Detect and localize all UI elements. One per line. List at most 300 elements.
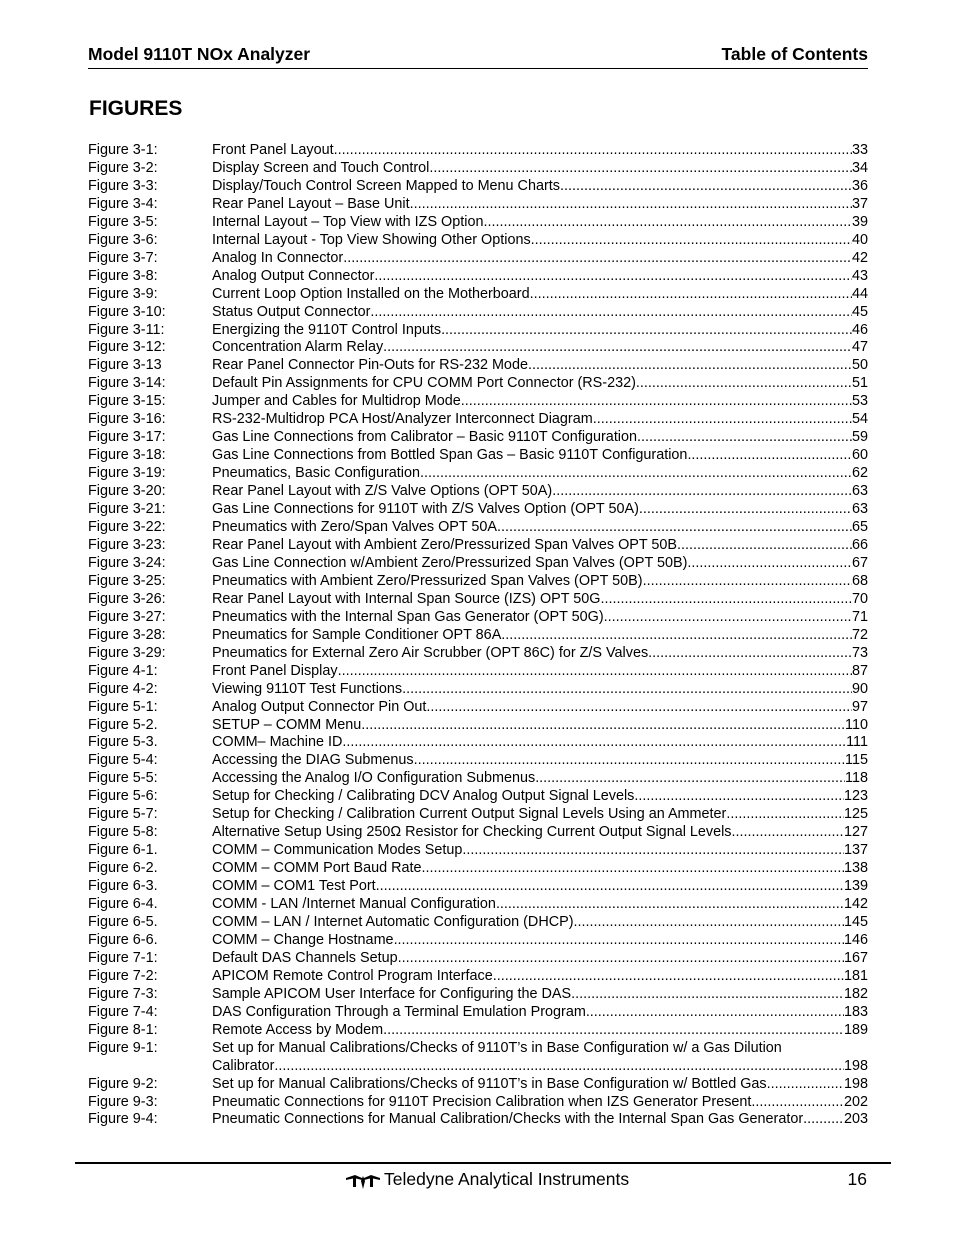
dot-leader: [640, 375, 852, 393]
page-number: 16: [847, 1169, 867, 1189]
toc-row: [88, 286, 868, 304]
figure-number: Figure 7-4:: [88, 1003, 158, 1020]
page-reference: 87: [851, 662, 868, 679]
dot-leader: [604, 609, 852, 627]
figure-title: COMM – Change Hostname: [212, 931, 394, 948]
figure-title-line: [212, 717, 868, 735]
figure-title-line: [212, 1004, 868, 1022]
figure-title-line: [212, 842, 868, 860]
page-reference: 110: [845, 716, 868, 733]
figure-title: Front Panel Display: [212, 662, 338, 679]
figure-number: Figure 3-13: [88, 357, 162, 374]
figure-title: Accessing the DIAG Submenus: [212, 752, 414, 769]
figure-title: Display/Touch Control Screen Mapped to Menu Charts: [212, 177, 560, 194]
toc-row: [88, 932, 868, 950]
dot-leader: [376, 878, 844, 896]
figure-title-line: [212, 1111, 868, 1129]
figure-number: Figure 3-29:: [88, 644, 166, 661]
figure-title-line: [212, 681, 868, 699]
figure-title: Analog In Connector: [212, 249, 344, 266]
dot-leader: [637, 429, 852, 447]
page-reference: 34: [851, 159, 868, 176]
figure-entry: [212, 788, 868, 806]
figure-number: Figure 5-4:: [88, 752, 158, 769]
figure-title-line: [212, 824, 868, 842]
toc-row: [88, 483, 868, 501]
toc-row: [88, 322, 868, 340]
figure-number: Figure 3-26:: [88, 590, 166, 607]
dot-leader: [342, 734, 846, 752]
toc-row: [88, 968, 868, 986]
figure-title-line: [212, 142, 868, 160]
page-reference: 125: [843, 806, 868, 823]
figure-number: Figure 3-23:: [88, 536, 166, 553]
figure-entry: [212, 968, 868, 986]
figure-entry: [212, 752, 868, 770]
figure-title: COMM – Communication Modes Setup: [212, 842, 463, 859]
page-reference: 63: [851, 501, 868, 518]
page-reference: 167: [843, 949, 868, 966]
figure-entry: [212, 519, 868, 537]
figure-entry: [212, 250, 868, 268]
figure-title: Pneumatics with Zero/Span Valves OPT 50A: [212, 519, 498, 536]
figure-number: Figure 7-1:: [88, 949, 158, 966]
dot-leader: [274, 1058, 844, 1076]
toc-row: [88, 1040, 868, 1076]
figure-title-line: [212, 770, 868, 788]
page-reference: 68: [851, 572, 868, 589]
dot-leader: [648, 645, 852, 663]
figure-number: Figure 3-21:: [88, 501, 166, 518]
figure-title: DAS Configuration Through a Terminal Emulation Program: [212, 1003, 586, 1020]
figure-entry: [212, 232, 868, 250]
dot-leader: [398, 950, 844, 968]
page-reference: 43: [851, 267, 868, 284]
figure-title: Rear Panel Layout – Base Unit: [212, 195, 410, 212]
figure-number: Figure 9-4:: [88, 1111, 158, 1128]
toc-row: [88, 160, 868, 178]
figure-title-line: [212, 609, 868, 627]
figure-title-line: [212, 1076, 868, 1094]
figure-title-line: [212, 932, 868, 950]
figure-title-line: [212, 447, 868, 465]
figure-number: Figure 3-12:: [88, 339, 166, 356]
page-reference: 70: [851, 590, 868, 607]
page-reference: 137: [843, 842, 868, 859]
figure-title: Default Pin Assignments for CPU COMM Port Connector (RS-232).: [212, 375, 640, 392]
figure-entry: [212, 806, 868, 824]
section-header: Table of Contents: [721, 44, 868, 64]
figure-number: Figure 3-22:: [88, 519, 166, 536]
dot-leader: [501, 627, 852, 645]
figure-entry: [212, 537, 868, 555]
figure-title: Rear Panel Layout with Z/S Valve Options (OPT 50A): [212, 483, 553, 500]
figure-number: Figure 7-2:: [88, 967, 158, 984]
dot-leader: [334, 142, 852, 160]
page-reference: 90: [851, 680, 868, 697]
figure-number: Figure 6-1.: [88, 842, 158, 859]
dot-leader: [383, 339, 852, 357]
toc-row: [88, 339, 868, 357]
page-reference: 46: [851, 321, 868, 338]
dot-leader: [374, 268, 852, 286]
toc-row: [88, 950, 868, 968]
figures-list: [88, 142, 868, 1129]
dot-leader: [394, 932, 844, 950]
toc-row: [88, 555, 868, 573]
figure-title-line: [212, 968, 868, 986]
toc-row: [88, 824, 868, 842]
page-reference: 145: [843, 913, 868, 930]
page-reference: 142: [843, 896, 868, 913]
figure-title-line: [212, 591, 868, 609]
figure-title-line: [212, 752, 868, 770]
toc-row: [88, 986, 868, 1004]
dot-leader: [600, 591, 852, 609]
figure-title: Front Panel Layout: [212, 142, 334, 158]
figure-entry: [212, 609, 868, 627]
figure-number: Figure 9-3:: [88, 1093, 158, 1110]
toc-row: [88, 519, 868, 537]
page-reference: 51: [851, 375, 868, 392]
toc-row: [88, 1111, 868, 1129]
page-reference: 189: [843, 1021, 868, 1038]
figure-title: Default DAS Channels Setup: [212, 949, 398, 966]
figure-title-line: [212, 806, 868, 824]
figure-number: Figure 3-3:: [88, 177, 158, 194]
figure-entry: [212, 860, 868, 878]
figure-title-line: [212, 268, 868, 286]
dot-leader: [535, 770, 845, 788]
toc-row: [88, 699, 868, 717]
toc-row: [88, 232, 868, 250]
page-reference: 50: [851, 357, 868, 374]
dot-leader: [343, 250, 852, 268]
toc-row: [88, 411, 868, 429]
figure-number: Figure 4-2:: [88, 680, 158, 697]
dot-leader: [383, 1022, 844, 1040]
dot-leader: [530, 286, 852, 304]
figure-number: Figure 3-27:: [88, 608, 166, 625]
figure-title: Set up for Manual Calibrations/Checks of 9110T’s in Base Configuration w/ Bottled Gas: [212, 1075, 767, 1092]
toc-row: [88, 1004, 868, 1022]
page-reference: 72: [851, 626, 868, 643]
page-reference: 47: [851, 339, 868, 356]
figure-number: Figure 3-14:: [88, 375, 166, 392]
page-footer: [0, 1168, 954, 1194]
figure-title-line: [212, 250, 868, 268]
figure-entry: [212, 357, 868, 375]
figure-entry: [212, 447, 868, 465]
figure-entry: [212, 214, 868, 232]
figure-entry: [212, 142, 868, 160]
page-header: [88, 44, 868, 69]
dot-leader: [429, 160, 852, 178]
figure-entry: [212, 322, 868, 340]
figure-title: Rear Panel Connector Pin-Outs for RS-232 Mode: [212, 357, 528, 374]
figure-entry: [212, 914, 868, 932]
figures-heading: FIGURES: [89, 97, 183, 120]
toc-row: [88, 860, 868, 878]
figure-entry: [212, 770, 868, 788]
figure-number: Figure 5-8:: [88, 824, 158, 841]
figure-entry: [212, 842, 868, 860]
figure-entry: [212, 986, 868, 1004]
figure-title: Setup for Checking / Calibration Current Output Signal Levels Using an Ammeter: [212, 806, 727, 823]
figure-title: Accessing the Analog I/O Configuration Submenus: [212, 770, 536, 787]
figure-title: APICOM Remote Control Program Interface: [212, 967, 493, 984]
figure-entry: [212, 1004, 868, 1022]
figure-title-line: [212, 896, 868, 914]
toc-row: [88, 627, 868, 645]
figure-title-line: [212, 483, 868, 501]
dot-leader: [732, 824, 844, 842]
page-reference: 59: [851, 429, 868, 446]
dot-leader: [528, 357, 852, 375]
dot-leader: [361, 717, 845, 735]
figure-title-line: [212, 232, 868, 250]
figure-title: Pneumatics for Sample Conditioner OPT 86A: [212, 626, 502, 643]
page-reference: 40: [851, 231, 868, 248]
figure-entry: [212, 375, 868, 393]
figure-title-line: [212, 860, 868, 878]
figure-title: Internal Layout – Top View with IZS Option: [212, 213, 484, 230]
figure-number: Figure 8-1:: [88, 1021, 158, 1038]
dot-leader: [687, 447, 852, 465]
figure-number: Figure 4-1:: [88, 662, 158, 679]
footer-divider: [75, 1162, 891, 1164]
figure-title-line: [212, 555, 868, 573]
figure-entry: [212, 160, 868, 178]
toc-row: [88, 465, 868, 483]
page-reference: 115: [845, 752, 868, 769]
figure-entry: [212, 645, 868, 663]
figure-title: Remote Access by Modem: [212, 1021, 384, 1038]
figure-entry: [212, 824, 868, 842]
figure-title-line: [212, 160, 868, 178]
figure-entry: [212, 411, 868, 429]
figure-title-line: [212, 627, 868, 645]
figure-number: Figure 5-1:: [88, 698, 158, 715]
figure-number: Figure 3-5:: [88, 213, 158, 230]
figure-number: Figure 3-2:: [88, 159, 158, 176]
figure-number: Figure 6-5.: [88, 913, 158, 930]
toc-row: [88, 214, 868, 232]
dot-leader: [767, 1076, 844, 1094]
figure-entry: [212, 663, 868, 681]
figure-number: Figure 3-25:: [88, 572, 166, 589]
toc-row: [88, 878, 868, 896]
toc-row: [88, 537, 868, 555]
figure-number: Figure 6-2.: [88, 860, 158, 877]
figure-title-line: [212, 519, 868, 537]
dot-leader: [441, 322, 852, 340]
dot-leader: [571, 986, 844, 1004]
page-reference: 62: [851, 465, 868, 482]
figure-title: COMM – LAN / Internet Automatic Configuration (DHCP): [212, 913, 574, 930]
dot-leader: [677, 537, 852, 555]
figure-title-line: [212, 573, 868, 591]
figure-title: Pneumatic Connections for Manual Calibration/Checks with the Internal Span Gas Generator: [212, 1111, 804, 1128]
page-reference: 54: [851, 411, 868, 428]
figure-entry: [212, 286, 868, 304]
toc-row: [88, 375, 868, 393]
dot-leader: [560, 178, 852, 196]
figure-title: Setup for Checking / Calibrating DCV Analog Output Signal Levels: [212, 788, 635, 805]
page-reference: 36: [851, 177, 868, 194]
figure-title-line: [212, 788, 868, 806]
figure-number: Figure 3-16:: [88, 411, 166, 428]
toc-row: [88, 268, 868, 286]
teledyne-logo-icon: [345, 1172, 381, 1190]
figure-title: COMM - LAN /Internet Manual Configuration: [212, 896, 496, 913]
dot-leader: [639, 501, 852, 519]
figure-title-line: [212, 645, 868, 663]
figure-entry: [212, 483, 868, 501]
figure-title-line: [212, 1058, 868, 1076]
figure-entry: [212, 178, 868, 196]
dot-leader: [462, 842, 844, 860]
figure-number: Figure 3-6:: [88, 231, 158, 248]
toc-row: [88, 609, 868, 627]
figure-number: Figure 3-18:: [88, 447, 166, 464]
figure-title-line: [212, 339, 868, 357]
figure-entry: [212, 1111, 868, 1129]
figure-number: Figure 6-3.: [88, 878, 158, 895]
page-reference: 111: [846, 734, 868, 751]
figure-title: Gas Line Connections for 9110T with Z/S Valves Option (OPT 50A): [212, 501, 639, 518]
figure-number: Figure 3-1:: [88, 142, 158, 158]
figure-title-line: [212, 214, 868, 232]
page-reference: 139: [843, 878, 868, 895]
toc-row: [88, 788, 868, 806]
figure-title: Analog Output Connector: [212, 267, 375, 284]
toc-row: [88, 1076, 868, 1094]
toc-row: [88, 734, 868, 752]
figure-title: Analog Output Connector Pin Out: [212, 698, 427, 715]
page-reference: 123: [843, 788, 868, 805]
figure-number: Figure 3-9:: [88, 285, 158, 302]
figure-entry: [212, 932, 868, 950]
figure-entry: [212, 627, 868, 645]
figure-entry: [212, 304, 868, 322]
dot-leader: [634, 788, 844, 806]
toc-row: [88, 914, 868, 932]
figure-number: Figure 3-15:: [88, 393, 166, 410]
figure-entry: [212, 699, 868, 717]
figure-number: Figure 5-5:: [88, 770, 158, 787]
toc-row: [88, 1022, 868, 1040]
figure-number: Figure 5-6:: [88, 788, 158, 805]
figure-title: SETUP – COMM Menu: [212, 716, 362, 733]
toc-row: [88, 752, 868, 770]
dot-leader: [497, 519, 852, 537]
figure-title: Display Screen and Touch Control: [212, 159, 430, 176]
figure-number: Figure 3-20:: [88, 483, 166, 500]
dot-leader: [574, 914, 844, 932]
page-reference: 181: [843, 967, 868, 984]
figure-title: Rear Panel Layout with Internal Span Source (IZS) OPT 50G: [212, 590, 601, 607]
page-reference: 97: [851, 698, 868, 715]
figure-entry: [212, 555, 868, 573]
figure-title-line: [212, 878, 868, 896]
company-name: Teledyne Analytical Instruments: [384, 1169, 630, 1189]
dot-leader: [552, 483, 852, 501]
toc-row: [88, 645, 868, 663]
dot-leader: [751, 1094, 844, 1112]
dot-leader: [426, 699, 852, 717]
figure-entry: [212, 878, 868, 896]
figure-entry: [212, 429, 868, 447]
figure-entry: [212, 465, 868, 483]
figure-number: Figure 3-28:: [88, 626, 166, 643]
dot-leader: [420, 465, 852, 483]
figure-number: Figure 3-7:: [88, 249, 158, 266]
dot-leader: [402, 681, 852, 699]
figure-title-line: [212, 914, 868, 932]
dot-leader: [593, 411, 852, 429]
page-reference: 198: [843, 1075, 868, 1092]
figure-entry: [212, 896, 868, 914]
page-reference: 45: [851, 303, 868, 320]
page-reference: 67: [851, 554, 868, 571]
figure-title: Energizing the 9110T Control Inputs: [212, 321, 442, 338]
toc-row: [88, 806, 868, 824]
figure-number: Figure 5-7:: [88, 806, 158, 823]
figure-number: Figure 3-24:: [88, 554, 166, 571]
figure-title: Internal Layout - Top View Showing Other Options: [212, 231, 531, 248]
figure-entry: [212, 950, 868, 968]
figure-title: Rear Panel Layout with Ambient Zero/Pressurized Span Valves OPT 50B: [212, 536, 678, 553]
figure-number: Figure 3-4:: [88, 195, 158, 212]
toc-row: [88, 250, 868, 268]
figure-title: Jumper and Cables for Multidrop Mode: [212, 393, 461, 410]
figure-title-line: [212, 537, 868, 555]
figure-title-line: [212, 986, 868, 1004]
page-reference: 37: [851, 195, 868, 212]
dot-leader: [726, 806, 844, 824]
page-reference: 33: [851, 142, 868, 158]
figure-title: Concentration Alarm Relay: [212, 339, 384, 356]
figure-title-line: Set up for Manual Calibrations/Checks of 9110T’s in Base Configuration w/ a Gas Dilution: [212, 1039, 782, 1056]
toc-row: [88, 501, 868, 519]
dot-leader: [493, 968, 844, 986]
figure-title-line: [212, 178, 868, 196]
page-reference: 73: [851, 644, 868, 661]
figure-title: Alternative Setup Using 250Ω Resistor for Checking Current Output Signal Levels: [212, 824, 732, 841]
figure-title: RS-232-Multidrop PCA Host/Analyzer Interconnect Diagram: [212, 411, 593, 428]
figure-title: Viewing 9110T Test Functions: [212, 680, 403, 697]
dot-leader: [370, 304, 852, 322]
figure-entry: [212, 1076, 868, 1094]
figure-title-line: [212, 663, 868, 681]
figure-number: Figure 7-3:: [88, 985, 158, 1002]
figure-number: Figure 3-8:: [88, 267, 158, 284]
toc-row: [88, 393, 868, 411]
figure-title: Pneumatics, Basic Configuration: [212, 465, 420, 482]
document-title: Model 9110T NOx Analyzer: [88, 44, 311, 64]
figure-title: COMM – COMM Port Baud Rate: [212, 860, 422, 877]
figure-title-line: [212, 1094, 868, 1112]
figure-title: Status Output Connector: [212, 303, 371, 320]
dot-leader: [803, 1111, 844, 1129]
figure-title: Pneumatics with the Internal Span Gas Generator (OPT 50G): [212, 608, 604, 625]
figure-entry: [212, 501, 868, 519]
figure-title-line: [212, 357, 868, 375]
dot-leader: [586, 1004, 844, 1022]
figure-entry: [212, 1040, 868, 1076]
page-reference: 138: [843, 860, 868, 877]
